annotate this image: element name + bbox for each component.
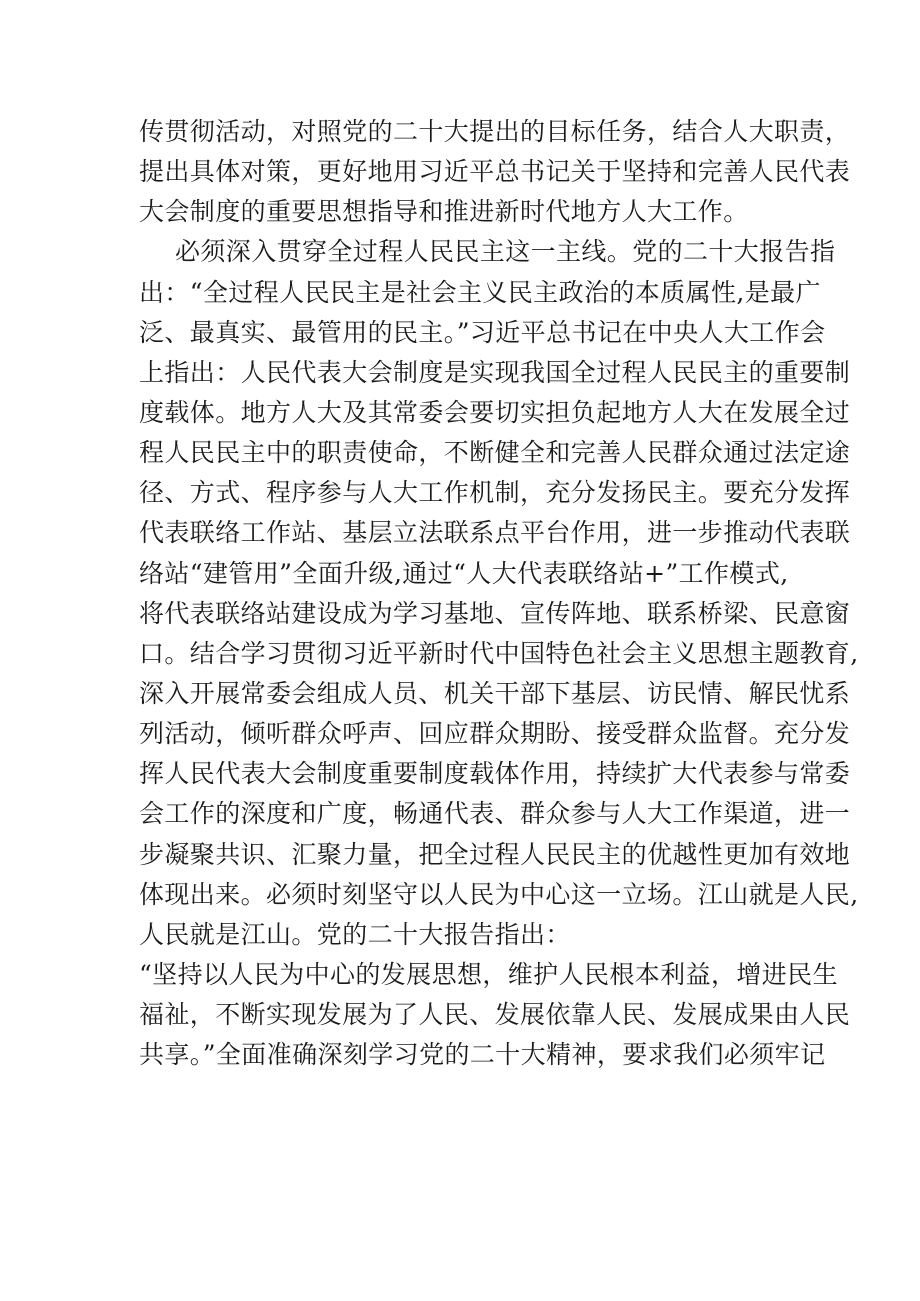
text-line: 共享。”全面准确深刻学习党的二十大精神，要求我们必须牢记 <box>139 1040 826 1070</box>
text-line: 上指出：人民代表大会制度是实现我国全过程人民民主的重要制 <box>139 357 851 387</box>
text-line: 将代表联络站建设成为学习基地、宣传阵地、联系桥梁、民意窗 <box>139 598 851 628</box>
text-line: 人民就是江山。党的二十大报告指出： <box>139 919 571 949</box>
text-line: 传贯彻活动，对照党的二十大提出的目标任务，结合人大职责， <box>139 117 851 146</box>
text-line: 福祉，不断实现发展为了人民、发展依靠人民、发展成果由人民 <box>139 1000 851 1030</box>
text-line: 体现出来。必须时刻坚守以人民为中心这一立场。江山就是人民, <box>139 879 859 909</box>
text-line: 深入开展常委会组成人员、机关干部下基层、访民情、解民忧系 <box>139 678 851 708</box>
text-line: 列活动，倾听群众呼声、回应群众期盼、接受群众监督。充分发 <box>139 719 851 749</box>
text-line: 大会制度的重要思想指导和推进新时代地方人大工作。 <box>139 197 749 227</box>
text-line: 代表联络工作站、基层立法联系点平台作用，进一步推动代表联 <box>139 518 851 548</box>
text-line: 步凝聚共识、汇聚力量，把全过程人民民主的优越性更加有效地 <box>139 839 851 869</box>
text-line: 提出具体对策，更好地用习近平总书记关于坚持和完善人民代表 <box>139 157 851 187</box>
text-line: 会工作的深度和广度，畅通代表、群众参与人大工作渠道，进一 <box>139 799 851 829</box>
text-line: 程人民民主中的职责使命，不断健全和完善人民群众通过法定途 <box>139 438 851 468</box>
text-line: 径、方式、程序参与人大工作机制，充分发扬民主。要充分发挥 <box>139 478 851 508</box>
text-line: “坚持以人民为中心的发展思想，维护人民根本利益，增进民生 <box>139 959 838 989</box>
text-line: 络站“建管用”全面升级,通过“人大代表联络站+”工作模式, <box>139 558 789 588</box>
text-line: 出：“全过程人民民主是社会主义民主政治的本质属性,是最广 <box>139 277 821 307</box>
text-line: 挥人民代表大会制度重要制度载体作用，持续扩大代表参与常委 <box>139 759 851 789</box>
text-line: 必须深入贯穿全过程人民民主这一主线。党的二十大报告指 <box>175 237 836 267</box>
text-line: 泛、最真实、最管用的民主。”习近平总书记在中央人大工作会 <box>139 317 826 347</box>
text-line: 口。结合学习贯彻习近平新时代中国特色社会主义思想主题教育, <box>139 638 859 668</box>
body-text <box>139 112 859 1075</box>
text-line: 度载体。地方人大及其常委会要切实担负起地方人大在发展全过 <box>139 397 851 427</box>
